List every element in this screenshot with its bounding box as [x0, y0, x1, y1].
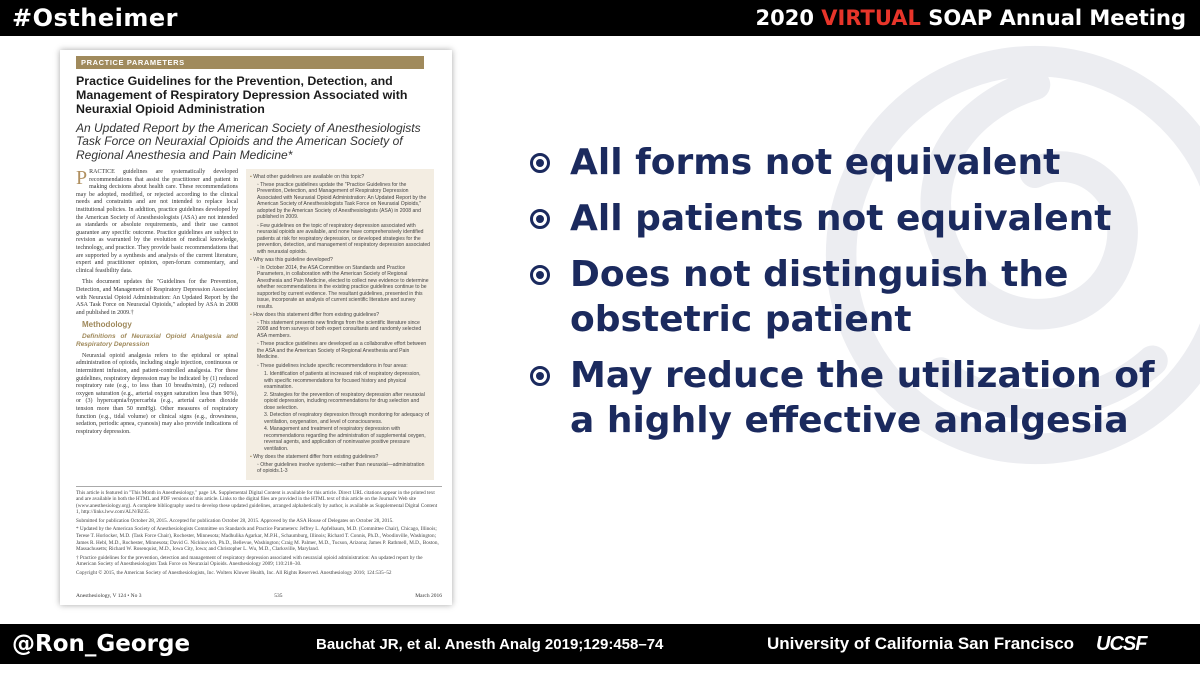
target-bullet-icon — [530, 366, 550, 386]
sidebar-question: ▪ Why was this guideline developed? — [250, 257, 430, 264]
sidebar-answer: ◦ In October 2014, the ASA Committee on Standards and Practice Parameters, in collaboration with the American Society of Regional Anesthesia and Pain Medicine, elected to collect new evidence to determine whether recommendations in the existing practice guidelines continue to be supported by current evidence. The resultant guidelines, presented in this issue, incorporate an analysis of current scientific literature and survey results. — [257, 265, 430, 311]
key-point — [530, 140, 1190, 185]
footnote: † Practice guidelines for the prevention, detection and management of respiratory depression associated with neuraxial opioid administration: An updated report by the American Society of Anesthesiologists Task Force on Neuraxial Opioids. Anesthesiology 2009; 110:218–30. — [76, 554, 423, 568]
article-page-footer — [76, 593, 442, 599]
target-bullet-icon — [530, 265, 550, 285]
definitions-heading: Definitions of Neuraxial Opioid Analgesia and Respiratory Depression — [76, 332, 238, 348]
sidebar-answer: ◦ Other guidelines involve systemic—rather than neuraxial—administration of opioids.1-3 — [257, 462, 430, 475]
sidebar-answer: ◦ Few guidelines on the topic of respiratory depression associated with neuraxial opioids are available, and none have comprehensively identified patients at risk for respiratory depression, or developed strategies for the prevention, detection, and management of respiratory depression associated with neuraxial opioids. — [257, 223, 430, 256]
journal-article-page — [60, 50, 452, 605]
key-point-text: All forms not equivalent — [570, 142, 1061, 183]
intro-text: RACTICE guidelines are systematically developed recommendations that assist the practitioner and patient in making decisions about health care. These recommendations may be adopted, modified, or rejected according to the clinical needs and constraints and are not intended to replace local institutional policies. In addition, practice guidelines developed by the American Society of Anesthesiologists (ASA) are not intended as standards or absolute requirements, and their use cannot guarantee any specific outcome. Practice guidelines are subject to revision as warranted by the evolution of medical knowledge, technology, and practice. They provide basic recommendations that are supported by a synthesis and analysis of the current literature, expert and practitioner opinion, open-forum commentary, and clinical feasibility data. — [76, 169, 238, 274]
footnote: Copyright © 2015, the American Society of Anesthesiologists, Inc. Wolters Kluwer Health, Inc. All Rights Reserved. Anesthesiology 2016; 124:535–52 — [76, 570, 392, 577]
footnote: Submitted for publication October 28, 2015. Accepted for publication October 28, 2015. Approved by the ASA House of Delegates on October 28, 2015. — [76, 517, 394, 524]
sidebar-question: ▪ What other guidelines are available on this topic? — [250, 174, 430, 181]
journal-issue: Anesthesiology, V 124 • No 3 — [76, 593, 142, 599]
section-label: PRACTICE PARAMETERS — [76, 56, 424, 69]
twitter-handle: @Ron_George — [12, 631, 191, 657]
sidebar-answer: ◦ These practice guidelines are developed as a collaborative effort between the ASA and the American Society of Regional Anesthesia and Pain Medicine. — [257, 341, 430, 361]
page-number: 535 — [274, 593, 283, 599]
target-bullet-icon — [530, 153, 550, 173]
sidebar-numbered-item: 2. Strategies for the prevention of respiratory depression after neuraxial opioid depression, including recommendations for drug selection and dose selection. — [264, 391, 425, 411]
sidebar-question: ▪ Why does the statement differ from existing guidelines? — [250, 454, 430, 461]
sidebar-answer: ◦ This statement presents new findings from the scientific literature since 2008 and from surveys of both expert consultants and randomly selected ASA members. — [257, 320, 430, 340]
drop-cap: P — [76, 167, 88, 189]
footnote: This article is featured in "This Month in Anesthesiology," page 1A. Supplemental Digital Content is available for this article. Direct URL citations appear in the printed text and are available in both the HTML and PDF versions of this article. Links to the digital files are provided in the HTML text of this article on the Journal's Web site (www.anesthesiology.org). A complete bibliography used to develop these updated guidelines, arranged alphabetically by author, is available as Supplemental Digital Content 1, http://links.lww.com/ALN/B235. — [76, 489, 438, 516]
article-title: Practice Guidelines for the Prevention, Detection, and Management of Respiratory Depression Associated with Neuraxial Opioid Administration — [76, 74, 408, 117]
article-left-column — [76, 169, 238, 480]
meeting-virtual: VIRTUAL — [821, 6, 921, 30]
sidebar-answer: ◦ These practice guidelines update the "Practice Guidelines for the Prevention, Detection, and Management of Respiratory Depression Associated with Neuraxial Opioid Administration: An Updated Report by the American Society of Anesthesiologists Task Force on Neuraxial Opioids," adopted by the American Society of Anesthesiologists (ASA) in 2008 and published in 2009. — [257, 182, 430, 221]
issue-date: March 2016 — [415, 593, 442, 599]
sidebar-numbered-item: 4. Management and treatment of respiratory depression with recommendations regarding the administration of supplemental oxygen, reversal agents, and application of noninvasive positive pressure ventilation. — [264, 426, 426, 452]
university-name: University of California San Francisco — [767, 634, 1075, 653]
article-body — [76, 169, 442, 480]
footer-bar — [0, 624, 1200, 664]
sidebar-question: ▪ How does this statement differ from existing guidelines? — [250, 312, 430, 319]
article-sidebar-box — [246, 169, 434, 480]
hashtag: #Ostheimer — [12, 4, 178, 32]
article-footnotes — [76, 486, 442, 577]
key-points-list — [530, 140, 1190, 454]
key-point — [530, 196, 1190, 241]
sidebar-numbered-item: 3. Detection of respiratory depression through monitoring for adequacy of ventilation, oxygenation, and level of consciousness. — [264, 412, 430, 425]
key-point — [530, 252, 1190, 342]
citation: Bauchat JR, et al. Anesth Analg 2019;129:458–74 — [316, 635, 664, 653]
article-subtitle: An Updated Report by the American Society of Anesthesiologists Task Force on Neuraxial Opioids and the American Society of Regional Anesthesia and Pain Medicine* — [76, 120, 421, 163]
definitions-paragraph: Neuraxial opioid analgesia refers to the epidural or spinal administration of opioids, including single injection, continuous or intermittent infusion, and patient-controlled analgesia. For these guidelines, respiratory depression may be indicated by (1) reduced respiratory rate (e.g., to less than 10 breaths/min), (2) reduced oxygen saturation (e.g., arterial oxygen saturation less than 90%), or (3) hypercapnia/hypercarbia (e.g., arterial carbon dioxide tension more than 50 mmHg). Other measures of respiratory function (e.g., tidal volume) or clinical signs (e.g., drowsiness, sedation, periodic apnea, cyanosis) may also provide indications of respiratory depression. — [76, 352, 238, 435]
meeting-name: SOAP Annual Meeting — [928, 6, 1186, 30]
sidebar-numbered-item: 1. Identification of patients at increased risk of respiratory depression, with specific recommendations for focused history and physical examination. — [264, 371, 421, 390]
meeting-year: 2020 — [755, 6, 814, 30]
key-point-text: Does not distinguish the obstetric patient — [570, 254, 1069, 340]
footnote: * Updated by the American Society of Anesthesiologists Committee on Standards and Practice Parameters: Jeffrey L. Apfelbaum, M.D. (Committee Chair), Chicago, Illinois; Terese T. Horlocker, M.D. (Task Force Chair), Rochester, Minnesota; Madhulika Agarkar, M.P.H., Schaumburg, Illinois; Richard T. Connis, Ph.D., Woodinville, Washington; James R. Hebl, M.D., Rochester, Minnesota; David G. Nickinovich, Ph.D., Bellevue, Washington; Craig M. Palmer, M.D., Tucson, Arizona; James P. Rathmell, M.D., Boston, Massachusetts; Richard W. Rosenquist, M.D., Iowa City, Iowa; and Christopher L. Wu, M.D., Clarksville, Maryland. — [76, 526, 439, 553]
key-point-text: May reduce the utilization of a highly effective analgesia — [570, 355, 1155, 441]
sidebar-answer: ◦ These guidelines include specific recommendations in four areas: — [257, 363, 430, 370]
update-paragraph: This document updates the "Guidelines for the Prevention, Detection, and Management of Respiratory Depression Associated with Neuraxial Opioid Administration: An Updated Report by the ASA Task Force on Neuraxial Opioids," adopted by ASA in 2008 and published in 2009.† — [76, 279, 238, 316]
target-bullet-icon — [530, 209, 550, 229]
key-point — [530, 353, 1190, 443]
key-point-text: All patients not equivalent — [570, 198, 1112, 239]
ucsf-logo: UCSF — [1096, 632, 1147, 655]
methodology-heading: Methodology — [82, 320, 132, 330]
intro-paragraph — [76, 169, 238, 275]
